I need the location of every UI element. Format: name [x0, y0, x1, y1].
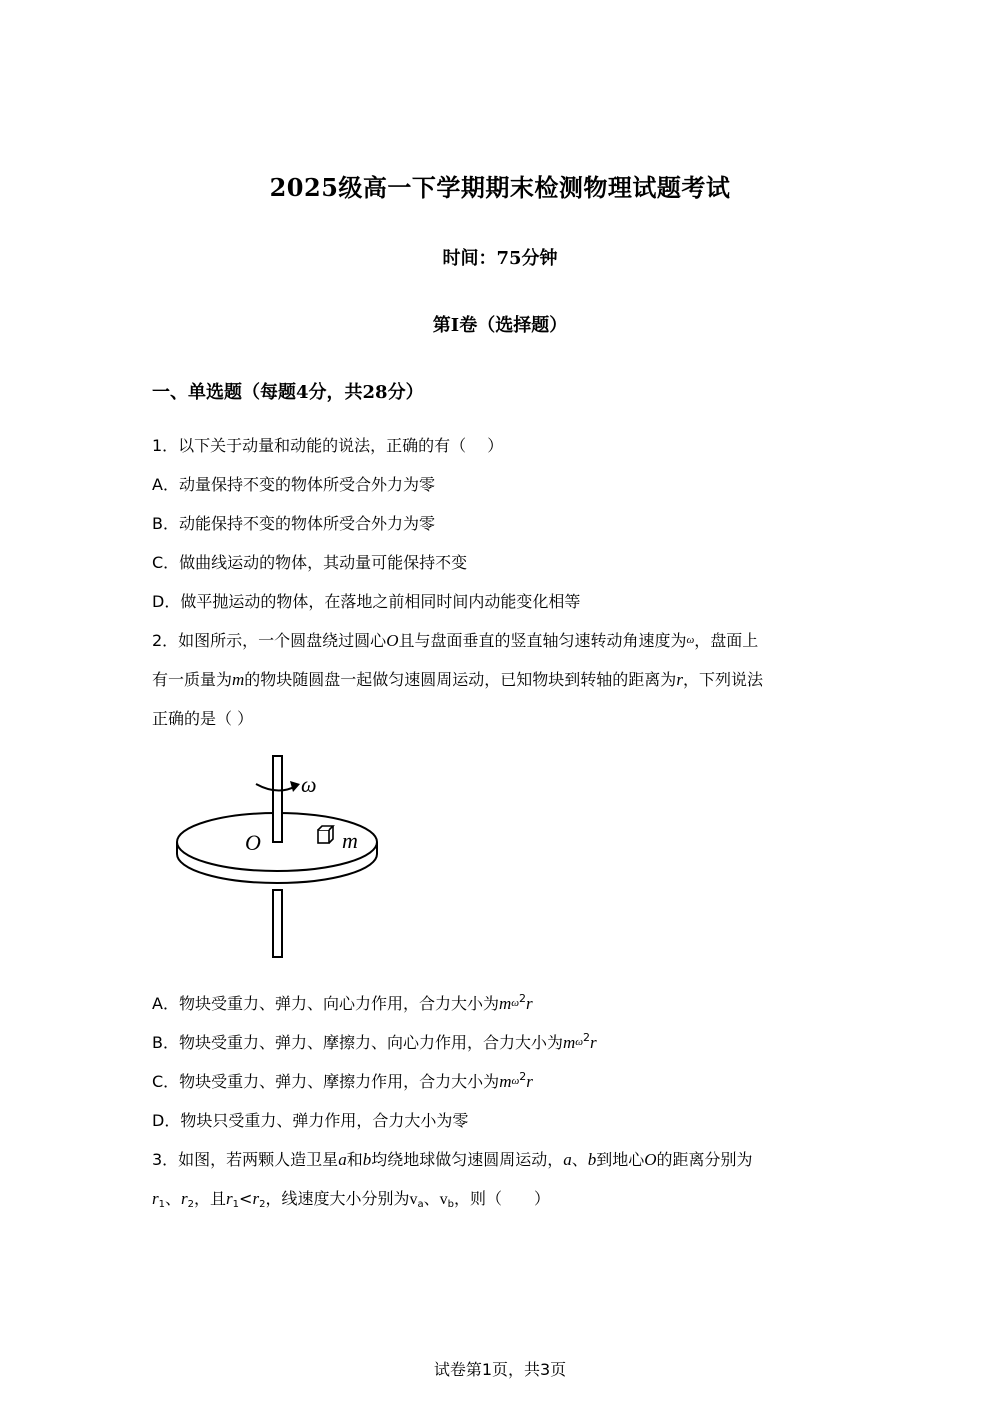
q2-text: 2．如图所示，一个圆盘绕过圆心: [152, 631, 387, 650]
q2-option-d: D．物块只受重力、弹力作用，合力大小为零: [152, 1111, 469, 1130]
q3-text: ，则（ ）: [453, 1189, 550, 1208]
q3-stem-line2: [152, 1186, 550, 1210]
q2-var-r: r: [676, 670, 683, 689]
q2-option-a: [152, 991, 533, 1014]
formula-m: m: [562, 1033, 576, 1052]
q3-var-v: v: [439, 1191, 448, 1208]
shaft-lower: [273, 890, 282, 957]
q2-stem-line2: [152, 667, 763, 690]
formula-sup: 2: [519, 1070, 527, 1083]
q3-text: <: [239, 1189, 253, 1208]
q3-var-a: a: [563, 1150, 572, 1169]
q3-text: 、: [423, 1189, 440, 1208]
formula-omega: ω: [511, 1075, 520, 1087]
q3-text: 到地心: [596, 1150, 645, 1169]
formula-m: m: [499, 1072, 512, 1091]
rotating-disk-figure: [170, 750, 390, 965]
q3-sub: 1: [232, 1199, 240, 1210]
q2-option-b: [152, 1030, 597, 1053]
q3-var-a: a: [338, 1150, 347, 1169]
q3-sub: 2: [187, 1199, 195, 1210]
q1-option-c: C．做曲线运动的物体，其动量可能保持不变: [152, 553, 468, 572]
q1-stem: 1．以下关于动量和动能的说法，正确的有（ ）: [152, 436, 504, 455]
q3-text: ，且: [194, 1189, 227, 1208]
q3-text: 、: [571, 1150, 588, 1169]
formula-sup: 2: [583, 1031, 591, 1044]
q2-var-m: m: [232, 670, 245, 689]
q3-var-v: v: [409, 1191, 418, 1208]
q3-sub: 2: [259, 1199, 266, 1210]
formula-r: r: [590, 1033, 597, 1052]
q2-option-b-text: B．物块受重力、弹力、摩擦力、向心力作用，合力大小为: [152, 1033, 563, 1052]
formula-sup: 2: [519, 992, 527, 1005]
q2-stem-line3: 正确的是（ ）: [152, 709, 254, 728]
q3-stem-line1: [152, 1147, 753, 1170]
q3-sub: b: [447, 1199, 454, 1210]
volume-heading: 第I卷（选择题）: [432, 315, 568, 336]
formula-r: r: [526, 994, 533, 1013]
q2-option-c-text: C．物块受重力、弹力、摩擦力作用，合力大小为: [152, 1072, 500, 1091]
q3-var-b: b: [587, 1150, 597, 1169]
q3-var-O: O: [644, 1150, 657, 1169]
q3-text: 的距离分别为: [656, 1150, 753, 1169]
q3-sub: 1: [158, 1199, 165, 1210]
section-heading: 一、单选题（每题4分，共28分）: [152, 382, 424, 403]
shaft-upper: [273, 756, 282, 842]
q3-text: 3．如图，若两颗人造卫星: [152, 1150, 339, 1169]
formula-omega: ω: [575, 1036, 584, 1048]
q3-var-r: r: [226, 1189, 233, 1208]
q2-option-c: [152, 1069, 533, 1092]
q3-text: 、: [165, 1189, 182, 1208]
q1-option-a: A．动量保持不变的物体所受合外力为零: [152, 475, 435, 494]
q1-option-d: D．做平抛运动的物体，在落地之前相同时间内动能变化相等: [152, 592, 581, 611]
exam-title: 2025级高一下学期期末检测物理试题考试: [269, 173, 731, 202]
figure-m-label: m: [342, 828, 358, 853]
q1-option-b: B．动能保持不变的物体所受合外力为零: [152, 514, 435, 533]
q2-text: 且与盘面垂直的竖直轴匀速转动角速度为: [398, 631, 687, 650]
q3-var-b: b: [362, 1150, 372, 1169]
q3-var-r: r: [152, 1189, 159, 1208]
formula-omega: ω: [511, 997, 520, 1009]
q3-text: ，线速度大小分别为: [265, 1189, 410, 1208]
page-footer: 试卷第1页，共3页: [433, 1360, 567, 1379]
figure-O-label: O: [245, 830, 261, 855]
q2-option-a-text: A．物块受重力、弹力、向心力作用，合力大小为: [152, 994, 499, 1013]
q2-var-omega: ω: [686, 634, 695, 646]
q2-text: ，盘面上: [694, 631, 759, 650]
formula-m: m: [498, 994, 512, 1013]
q2-stem-line1: [152, 628, 758, 651]
arrowhead-icon: [290, 781, 300, 792]
q2-text: ，下列说法: [682, 670, 763, 689]
q3-text: 均绕地球做匀速圆周运动，: [371, 1150, 564, 1169]
q3-var-r: r: [252, 1189, 260, 1208]
formula-r: r: [526, 1072, 533, 1091]
q2-var-O: O: [386, 631, 399, 650]
q3-text: 和: [346, 1150, 363, 1169]
figure-omega-label: ω: [301, 772, 317, 797]
q3-var-r: r: [181, 1189, 188, 1208]
q2-text: 的物块随圆盘一起做匀速圆周运动，已知物块到转轴的距离为: [244, 670, 677, 689]
q2-text: 有一质量为: [152, 670, 233, 689]
q3-sub: a: [417, 1199, 424, 1210]
exam-time: 时间：75分钟: [442, 248, 558, 269]
